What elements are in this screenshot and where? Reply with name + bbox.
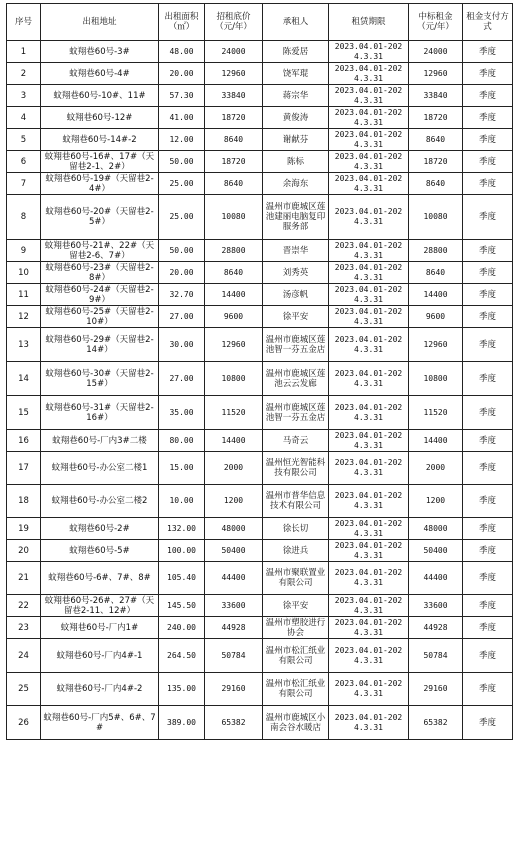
term-cell: 2023.04.01-2024.3.31 (329, 562, 409, 595)
tenant-cell: 温州市松汇纸业有限公司 (263, 673, 329, 706)
address-cell: 蚊翔巷60号-办公室二楼2 (41, 485, 159, 518)
table-row (7, 540, 513, 562)
header-address: 出租地址 (41, 4, 159, 41)
winning-rent-cell: 28800 (409, 240, 463, 262)
winning-rent-cell: 18720 (409, 151, 463, 173)
term-cell: 2023.04.01-2024.3.31 (329, 85, 409, 107)
winning-rent-cell: 8640 (409, 129, 463, 151)
tenant-cell: 温州市鹿城区莲池智一芬五金店 (263, 396, 329, 430)
reserve-price-cell: 8640 (205, 129, 263, 151)
row-number: 11 (7, 284, 41, 306)
area-cell: 32.70 (159, 284, 205, 306)
term-cell: 2023.04.01-2024.3.31 (329, 173, 409, 195)
area-cell: 20.00 (159, 63, 205, 85)
winning-rent-cell: 8640 (409, 173, 463, 195)
payment-cell: 季度 (463, 518, 513, 540)
area-cell: 240.00 (159, 617, 205, 639)
payment-cell: 季度 (463, 284, 513, 306)
reserve-price-cell: 18720 (205, 151, 263, 173)
term-cell: 2023.04.01-2024.3.31 (329, 262, 409, 284)
term-cell: 2023.04.01-2024.3.31 (329, 63, 409, 85)
table-row (7, 617, 513, 639)
term-cell: 2023.04.01-2024.3.31 (329, 107, 409, 129)
term-cell: 2023.04.01-2024.3.31 (329, 430, 409, 452)
table-row (7, 173, 513, 195)
tenant-cell: 黄俊涛 (263, 107, 329, 129)
address-cell: 蚊翔巷60号-厂内1# (41, 617, 159, 639)
address-cell: 蚊翔巷60号-厂内4#-2 (41, 673, 159, 706)
reserve-price-cell: 2000 (205, 452, 263, 485)
row-number: 8 (7, 195, 41, 240)
tenant-cell: 温州恒光智能科技有限公司 (263, 452, 329, 485)
winning-rent-cell: 18720 (409, 107, 463, 129)
winning-rent-cell: 44400 (409, 562, 463, 595)
tenant-cell: 徐进兵 (263, 540, 329, 562)
address-cell: 蚊翔巷60号-20#（天留巷2-5#） (41, 195, 159, 240)
area-cell: 145.50 (159, 595, 205, 617)
area-cell: 50.00 (159, 240, 205, 262)
payment-cell: 季度 (463, 706, 513, 740)
payment-cell: 季度 (463, 107, 513, 129)
row-number: 18 (7, 485, 41, 518)
area-cell: 48.00 (159, 41, 205, 63)
table-row (7, 673, 513, 706)
area-cell: 100.00 (159, 540, 205, 562)
row-number: 2 (7, 63, 41, 85)
header-payment: 租金支付方式 (463, 4, 513, 41)
reserve-price-cell: 44928 (205, 617, 263, 639)
row-number: 7 (7, 173, 41, 195)
table-row (7, 195, 513, 240)
area-cell: 105.40 (159, 562, 205, 595)
reserve-price-cell: 33840 (205, 85, 263, 107)
address-cell: 蚊翔巷60号-2# (41, 518, 159, 540)
term-cell: 2023.04.01-2024.3.31 (329, 617, 409, 639)
row-number: 16 (7, 430, 41, 452)
table-row (7, 151, 513, 173)
header-row (7, 4, 513, 41)
address-cell: 蚊翔巷60号-14#-2 (41, 129, 159, 151)
area-cell: 10.00 (159, 485, 205, 518)
row-number: 21 (7, 562, 41, 595)
winning-rent-cell: 50400 (409, 540, 463, 562)
area-cell: 135.00 (159, 673, 205, 706)
tenant-cell: 饶军琨 (263, 63, 329, 85)
table-row (7, 639, 513, 673)
payment-cell: 季度 (463, 151, 513, 173)
term-cell: 2023.04.01-2024.3.31 (329, 129, 409, 151)
payment-cell: 季度 (463, 328, 513, 362)
winning-rent-cell: 2000 (409, 452, 463, 485)
area-cell: 50.00 (159, 151, 205, 173)
winning-rent-cell: 44928 (409, 617, 463, 639)
address-cell: 蚊翔巷60号-厂内5#、6#、7# (41, 706, 159, 740)
winning-rent-cell: 48000 (409, 518, 463, 540)
payment-cell: 季度 (463, 617, 513, 639)
reserve-price-cell: 8640 (205, 173, 263, 195)
table-row (7, 362, 513, 396)
winning-rent-cell: 14400 (409, 430, 463, 452)
tenant-cell: 温州市鹿城区莲池云云发廊 (263, 362, 329, 396)
reserve-price-cell: 44400 (205, 562, 263, 595)
table-row (7, 452, 513, 485)
reserve-price-cell: 9600 (205, 306, 263, 328)
reserve-price-cell: 10800 (205, 362, 263, 396)
row-number: 15 (7, 396, 41, 430)
payment-cell: 季度 (463, 173, 513, 195)
address-cell: 蚊翔巷60号-厂内3#二楼 (41, 430, 159, 452)
area-cell: 12.00 (159, 129, 205, 151)
table-row (7, 396, 513, 430)
table-row (7, 85, 513, 107)
address-cell: 蚊翔巷60号-29#（天留巷2-14#） (41, 328, 159, 362)
table-row (7, 562, 513, 595)
winning-rent-cell: 24000 (409, 41, 463, 63)
term-cell: 2023.04.01-2024.3.31 (329, 195, 409, 240)
reserve-price-cell: 14400 (205, 284, 263, 306)
address-cell: 蚊翔巷60号-5# (41, 540, 159, 562)
area-cell: 20.00 (159, 262, 205, 284)
tenant-cell: 温州市鹿城区小南会谷水暖店 (263, 706, 329, 740)
reserve-price-cell: 50400 (205, 540, 263, 562)
payment-cell: 季度 (463, 639, 513, 673)
address-cell: 蚊翔巷60号-4# (41, 63, 159, 85)
winning-rent-cell: 14400 (409, 284, 463, 306)
reserve-price-cell: 65382 (205, 706, 263, 740)
row-number: 13 (7, 328, 41, 362)
winning-rent-cell: 33600 (409, 595, 463, 617)
table-row (7, 107, 513, 129)
term-cell: 2023.04.01-2024.3.31 (329, 396, 409, 430)
payment-cell: 季度 (463, 430, 513, 452)
address-cell: 蚊翔巷60号-16#、17#（天留巷2-1、2#） (41, 151, 159, 173)
area-cell: 41.00 (159, 107, 205, 129)
tenant-cell: 温州市鹿城区莲池建丽电脑复印服务部 (263, 195, 329, 240)
term-cell: 2023.04.01-2024.3.31 (329, 240, 409, 262)
row-number: 4 (7, 107, 41, 129)
area-cell: 27.00 (159, 306, 205, 328)
tenant-cell: 晋崇华 (263, 240, 329, 262)
term-cell: 2023.04.01-2024.3.31 (329, 306, 409, 328)
term-cell: 2023.04.01-2024.3.31 (329, 328, 409, 362)
address-cell: 蚊翔巷60号-30#（天留巷2-15#） (41, 362, 159, 396)
winning-rent-cell: 65382 (409, 706, 463, 740)
tenant-cell: 温州市聚联置业有限公司 (263, 562, 329, 595)
term-cell: 2023.04.01-2024.3.31 (329, 41, 409, 63)
address-cell: 蚊翔巷60号-23#（天留巷2-8#） (41, 262, 159, 284)
reserve-price-cell: 33600 (205, 595, 263, 617)
table-row (7, 284, 513, 306)
reserve-price-cell: 12960 (205, 63, 263, 85)
row-number: 14 (7, 362, 41, 396)
reserve-price-cell: 18720 (205, 107, 263, 129)
winning-rent-cell: 11520 (409, 396, 463, 430)
row-number: 23 (7, 617, 41, 639)
term-cell: 2023.04.01-2024.3.31 (329, 284, 409, 306)
address-cell: 蚊翔巷60号-25#（天留巷2-10#） (41, 306, 159, 328)
area-cell: 27.00 (159, 362, 205, 396)
reserve-price-cell: 11520 (205, 396, 263, 430)
reserve-price-cell: 24000 (205, 41, 263, 63)
table-row (7, 240, 513, 262)
winning-rent-cell: 9600 (409, 306, 463, 328)
reserve-price-cell: 28800 (205, 240, 263, 262)
row-number: 26 (7, 706, 41, 740)
tenant-cell: 陈标 (263, 151, 329, 173)
tenant-cell: 余海东 (263, 173, 329, 195)
payment-cell: 季度 (463, 362, 513, 396)
payment-cell: 季度 (463, 540, 513, 562)
table-row (7, 595, 513, 617)
payment-cell: 季度 (463, 452, 513, 485)
table-row (7, 485, 513, 518)
winning-rent-cell: 29160 (409, 673, 463, 706)
term-cell: 2023.04.01-2024.3.31 (329, 151, 409, 173)
address-cell: 蚊翔巷60号-19#（天留巷2-4#） (41, 173, 159, 195)
area-cell: 30.00 (159, 328, 205, 362)
winning-rent-cell: 8640 (409, 262, 463, 284)
table-row (7, 262, 513, 284)
row-number: 20 (7, 540, 41, 562)
payment-cell: 季度 (463, 673, 513, 706)
address-cell: 蚊翔巷60号-26#、27#（天留巷2-11、12#） (41, 595, 159, 617)
payment-cell: 季度 (463, 262, 513, 284)
table-row (7, 706, 513, 740)
address-cell: 蚊翔巷60号-办公室二楼1 (41, 452, 159, 485)
area-cell: 57.30 (159, 85, 205, 107)
term-cell: 2023.04.01-2024.3.31 (329, 452, 409, 485)
winning-rent-cell: 10800 (409, 362, 463, 396)
payment-cell: 季度 (463, 595, 513, 617)
reserve-price-cell: 1200 (205, 485, 263, 518)
payment-cell: 季度 (463, 485, 513, 518)
address-cell: 蚊翔巷60号-21#、22#（天留巷2-6、7#） (41, 240, 159, 262)
tenant-cell: 温州市松汇纸业有限公司 (263, 639, 329, 673)
term-cell: 2023.04.01-2024.3.31 (329, 706, 409, 740)
reserve-price-cell: 8640 (205, 262, 263, 284)
winning-rent-cell: 12960 (409, 328, 463, 362)
term-cell: 2023.04.01-2024.3.31 (329, 639, 409, 673)
term-cell: 2023.04.01-2024.3.31 (329, 485, 409, 518)
area-cell: 15.00 (159, 452, 205, 485)
term-cell: 2023.04.01-2024.3.31 (329, 518, 409, 540)
tenant-cell: 汤彦帆 (263, 284, 329, 306)
row-number: 10 (7, 262, 41, 284)
tenant-cell: 徐长切 (263, 518, 329, 540)
term-cell: 2023.04.01-2024.3.31 (329, 595, 409, 617)
header-no: 序号 (7, 4, 41, 41)
payment-cell: 季度 (463, 195, 513, 240)
tenant-cell: 徐平安 (263, 306, 329, 328)
tenant-cell: 刘秀英 (263, 262, 329, 284)
table-row (7, 430, 513, 452)
tenant-cell: 徐平安 (263, 595, 329, 617)
payment-cell: 季度 (463, 41, 513, 63)
address-cell: 蚊翔巷60号-31#（天留巷2-16#） (41, 396, 159, 430)
reserve-price-cell: 14400 (205, 430, 263, 452)
reserve-price-cell: 48000 (205, 518, 263, 540)
reserve-price-cell: 12960 (205, 328, 263, 362)
row-number: 5 (7, 129, 41, 151)
tenant-cell: 温州市鹿城区莲池智一芬五金店 (263, 328, 329, 362)
term-cell: 2023.04.01-2024.3.31 (329, 540, 409, 562)
row-number: 12 (7, 306, 41, 328)
table-row (7, 518, 513, 540)
header-winning-rent: 中标租金（元/年） (409, 4, 463, 41)
row-number: 3 (7, 85, 41, 107)
area-cell: 80.00 (159, 430, 205, 452)
tenant-cell: 蒋宗华 (263, 85, 329, 107)
area-cell: 132.00 (159, 518, 205, 540)
winning-rent-cell: 1200 (409, 485, 463, 518)
table-row (7, 328, 513, 362)
table-row (7, 129, 513, 151)
area-cell: 35.00 (159, 396, 205, 430)
row-number: 6 (7, 151, 41, 173)
payment-cell: 季度 (463, 562, 513, 595)
row-number: 19 (7, 518, 41, 540)
tenant-cell: 马奇云 (263, 430, 329, 452)
winning-rent-cell: 12960 (409, 63, 463, 85)
table-row (7, 41, 513, 63)
payment-cell: 季度 (463, 63, 513, 85)
payment-cell: 季度 (463, 85, 513, 107)
row-number: 9 (7, 240, 41, 262)
term-cell: 2023.04.01-2024.3.31 (329, 673, 409, 706)
tenant-cell: 陈爱居 (263, 41, 329, 63)
address-cell: 蚊翔巷60号-3# (41, 41, 159, 63)
reserve-price-cell: 29160 (205, 673, 263, 706)
payment-cell: 季度 (463, 129, 513, 151)
address-cell: 蚊翔巷60号-24#（天留巷2-9#） (41, 284, 159, 306)
area-cell: 25.00 (159, 173, 205, 195)
rental-table (6, 3, 513, 740)
reserve-price-cell: 50784 (205, 639, 263, 673)
winning-rent-cell: 10080 (409, 195, 463, 240)
address-cell: 蚊翔巷60号-12# (41, 107, 159, 129)
header-tenant: 承租人 (263, 4, 329, 41)
address-cell: 蚊翔巷60号-厂内4#-1 (41, 639, 159, 673)
row-number: 24 (7, 639, 41, 673)
tenant-cell: 温州市普华信息技术有限公司 (263, 485, 329, 518)
header-area: 出租面积（㎡） (159, 4, 205, 41)
address-cell: 蚊翔巷60号-6#、7#、8# (41, 562, 159, 595)
table-row (7, 306, 513, 328)
tenant-cell: 谢献芬 (263, 129, 329, 151)
area-cell: 25.00 (159, 195, 205, 240)
header-reserve-price: 招租底价（元/年） (205, 4, 263, 41)
payment-cell: 季度 (463, 396, 513, 430)
tenant-cell: 温州市塑胶进行协会 (263, 617, 329, 639)
table-row (7, 63, 513, 85)
row-number: 17 (7, 452, 41, 485)
reserve-price-cell: 10080 (205, 195, 263, 240)
header-term: 租赁期限 (329, 4, 409, 41)
row-number: 1 (7, 41, 41, 63)
address-cell: 蚊翔巷60号-10#、11# (41, 85, 159, 107)
winning-rent-cell: 50784 (409, 639, 463, 673)
row-number: 22 (7, 595, 41, 617)
area-cell: 389.00 (159, 706, 205, 740)
term-cell: 2023.04.01-2024.3.31 (329, 362, 409, 396)
payment-cell: 季度 (463, 306, 513, 328)
winning-rent-cell: 33840 (409, 85, 463, 107)
payment-cell: 季度 (463, 240, 513, 262)
row-number: 25 (7, 673, 41, 706)
area-cell: 264.50 (159, 639, 205, 673)
